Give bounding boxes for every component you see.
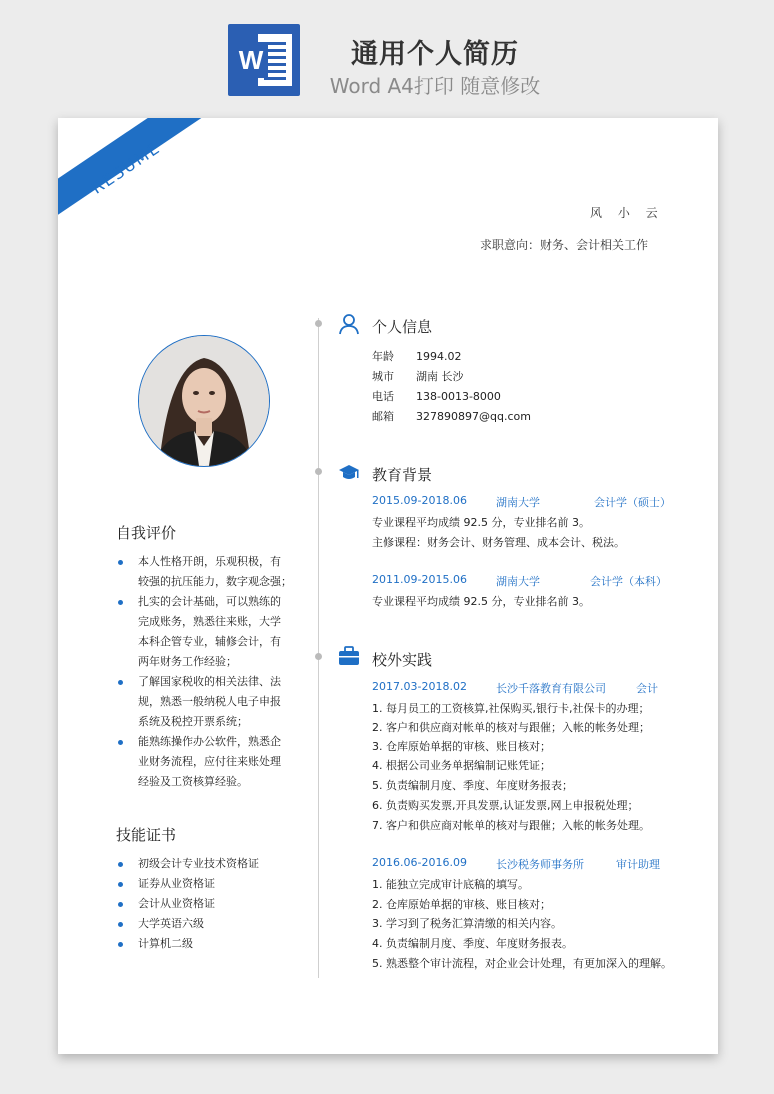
self-evaluation-title: 自我评价: [116, 524, 177, 542]
education-detail: 专业课程平均成绩 92.5 分，专业排名前 3。: [372, 516, 590, 529]
header-title: 通用个人简历: [351, 39, 519, 70]
education-date: 2015.09-2018.06: [372, 494, 467, 507]
education-detail: 主修课程：财务会计、财务管理、成本会计、税法。: [372, 536, 625, 549]
practice-item: 4. 根据公司业务单据编制记账凭证；: [372, 759, 551, 772]
resume-ribbon-text: RESUME: [88, 137, 165, 198]
education-school: 湖南大学: [496, 575, 540, 588]
practice-item: 2. 仓库原始单据的审核、账目核对；: [372, 898, 551, 911]
info-row: [372, 408, 531, 424]
list-item: [116, 592, 306, 672]
candidate-name: 风 小 云: [590, 206, 664, 220]
personal-info-title: 个人信息: [372, 318, 433, 336]
skills-title: 技能证书: [116, 826, 177, 844]
education-title: 教育背景: [372, 466, 433, 484]
timeline-dot: [315, 468, 322, 475]
info-row: [372, 368, 464, 384]
practice-date: 2017.03-2018.02: [372, 680, 467, 693]
avatar-portrait: [139, 336, 269, 466]
list-item-line: 能熟练操作办公软件，熟悉企: [138, 735, 281, 748]
graduation-cap-icon: [338, 462, 360, 484]
practice-item: 3. 仓库原始单据的审核、账目核对；: [372, 740, 551, 753]
info-value: 138-0013-8000: [416, 390, 501, 403]
education-date: 2011.09-2015.06: [372, 573, 467, 586]
self-evaluation-list: [116, 552, 306, 792]
list-item: [116, 552, 306, 592]
education-entry-header: [372, 573, 667, 588]
document-header: [0, 0, 774, 110]
practice-item: 1. 能独立完成审计底稿的填写。: [372, 878, 529, 891]
info-value: 1994.02: [416, 350, 462, 363]
info-label: 电话: [372, 390, 394, 403]
list-item-line: 两年财务工作经验；: [138, 655, 237, 668]
timeline-dot: [315, 320, 322, 327]
list-item-line: 业财务流程，应付往来账处理: [138, 755, 281, 768]
list-item-line: 了解国家税收的相关法律、法: [138, 675, 281, 688]
header-subtitle: Word A4打印 随意修改: [329, 74, 541, 98]
list-item-line: 系统及税控开票系统；: [138, 715, 248, 728]
skill-item: 计算机二级: [116, 934, 306, 954]
education-detail: 专业课程平均成绩 92.5 分，专业排名前 3。: [372, 595, 590, 608]
practice-item: 2. 客户和供应商对帐单的核对与跟催；入帐的帐务处理；: [372, 721, 650, 734]
list-item-line: 规，熟悉一般纳税人电子申报: [138, 695, 281, 708]
info-value: 湖南 长沙: [416, 370, 464, 383]
practice-item: 1. 每月员工的工资核算,社保购买,银行卡,社保卡的办理；: [372, 702, 650, 715]
word-logo-icon: [228, 24, 300, 96]
list-item-line: 本科企管专业，辅修会计，有: [138, 635, 281, 648]
practice-role: 会计: [636, 682, 658, 695]
skill-item: 大学英语六级: [116, 914, 306, 934]
list-item-line: 较强的抗压能力，数字观念强；: [138, 575, 292, 588]
info-row: [372, 348, 462, 364]
info-label: 年龄: [372, 350, 394, 363]
avatar: [138, 335, 270, 467]
practice-org: 长沙千落教育有限公司: [496, 682, 606, 695]
education-major: 会计学（硕士）: [594, 496, 671, 509]
resume-page: [58, 118, 718, 1054]
practice-item: 3. 学习到了税务汇算清缴的相关内容。: [372, 917, 562, 930]
briefcase-icon: [338, 645, 360, 667]
timeline-dot: [315, 653, 322, 660]
list-item: [116, 732, 306, 792]
info-row: [372, 388, 501, 404]
skill-item: 初级会计专业技术资格证: [116, 854, 306, 874]
practice-item: 7. 客户和供应商对帐单的核对与跟催；入帐的帐务处理。: [372, 819, 650, 832]
list-item-line: 扎实的会计基础，可以熟练的: [138, 595, 281, 608]
practice-entry-header: [372, 856, 660, 871]
practice-title: 校外实践: [372, 651, 433, 669]
practice-entry-header: [372, 680, 658, 695]
practice-item: 4. 负责编制月度、季度、年度财务报表。: [372, 937, 573, 950]
skills-list: [116, 854, 306, 954]
practice-item: 6. 负责购买发票,开具发票,认证发票,网上申报税处理；: [372, 799, 639, 812]
practice-org: 长沙税务师事务所: [496, 858, 584, 871]
practice-item: 5. 负责编制月度、季度、年度财务报表；: [372, 779, 573, 792]
info-label: 城市: [372, 370, 394, 383]
list-item: [116, 672, 306, 732]
practice-date: 2016.06-2016.09: [372, 856, 467, 869]
list-item-line: 本人性格开朗，乐观积极，有: [138, 555, 281, 568]
list-item-line: 完成账务，熟悉往来账，大学: [138, 615, 281, 628]
practice-item: 5. 熟悉整个审计流程，对企业会计处理，有更加深入的理解。: [372, 957, 672, 970]
timeline-divider: [318, 318, 319, 978]
skill-item: 证券从业资格证: [116, 874, 306, 894]
education-major: 会计学（本科）: [590, 575, 667, 588]
info-label: 邮箱: [372, 410, 394, 423]
job-intent: 求职意向：财务、会计相关工作: [480, 238, 649, 252]
skill-item: 会计从业资格证: [116, 894, 306, 914]
resume-ribbon: [58, 118, 254, 217]
list-item-line: 经验及工资核算经验。: [138, 775, 248, 788]
person-icon: [338, 313, 360, 335]
word-logo-letter: W: [234, 42, 268, 78]
education-entry-header: [372, 494, 671, 509]
info-value: 327890897@qq.com: [416, 410, 531, 423]
education-school: 湖南大学: [496, 496, 540, 509]
practice-role: 审计助理: [616, 858, 660, 871]
